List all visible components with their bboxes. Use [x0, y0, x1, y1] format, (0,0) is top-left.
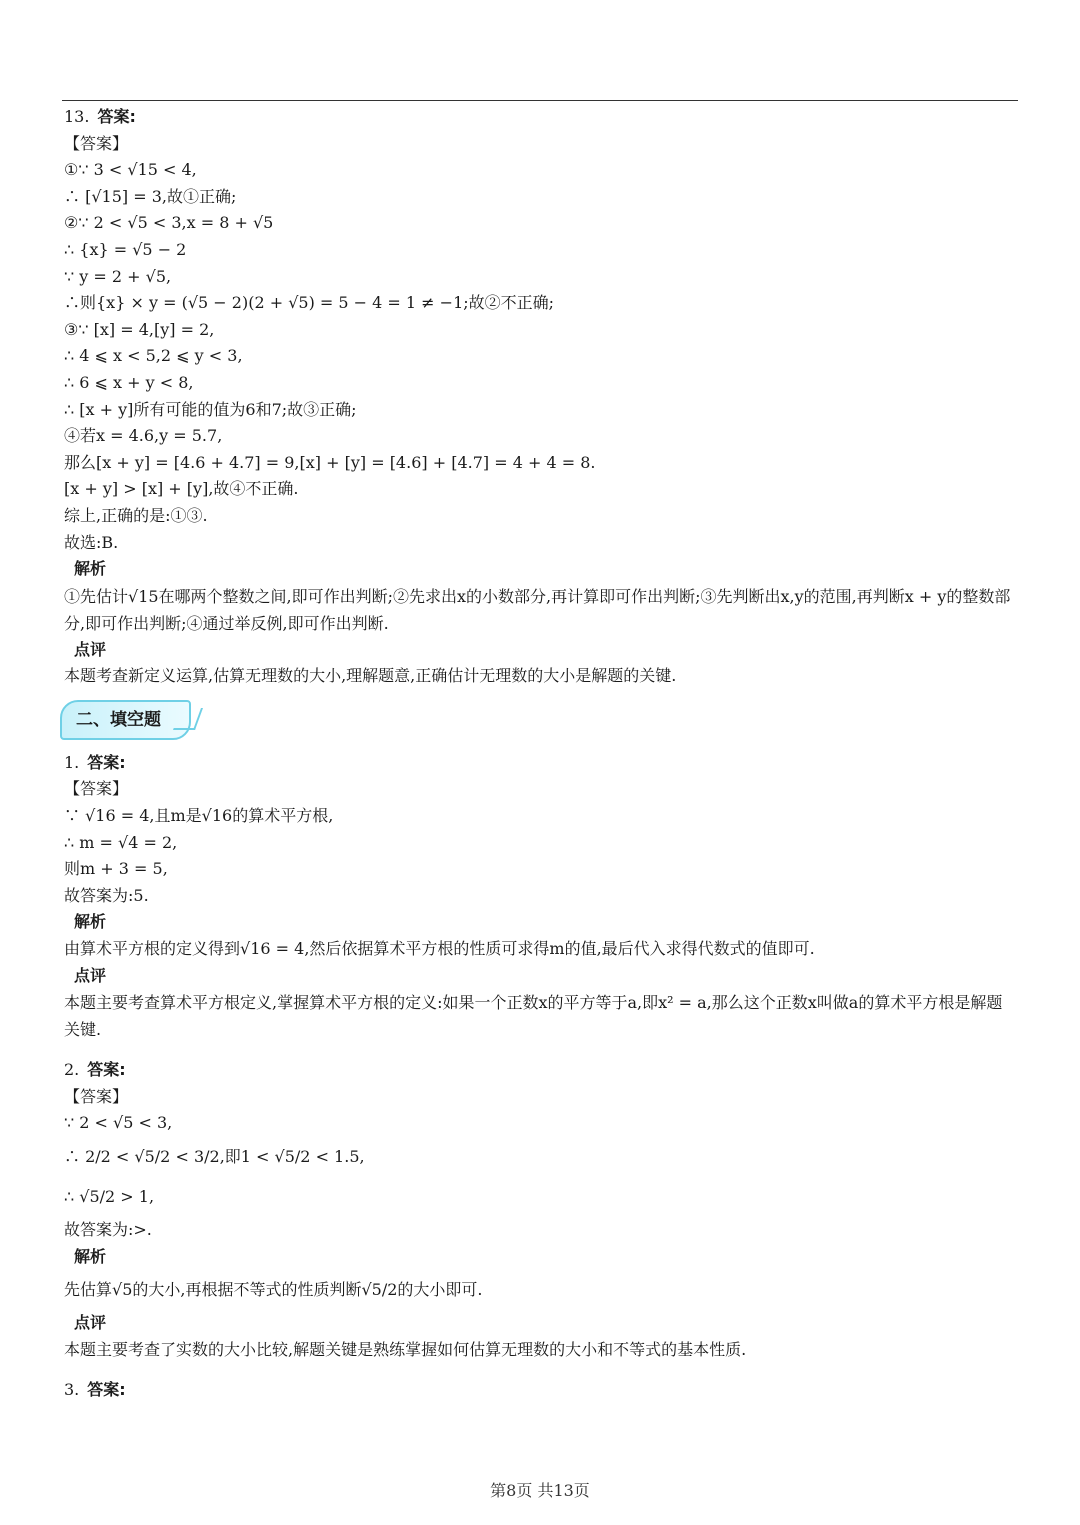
- q13-line: ②∵ 2 < √5 < 3,x = 8 + √5: [64, 213, 274, 233]
- q13-analysis: ①先估计√15在哪两个整数之间,即可作出判断;②先求出x的小数部分,再计算即可作出判断;③先判断出x,y的范围,再判断x + y的整数部分,即可作出判断;④通过举反例,即可作出判断.: [64, 586, 1011, 633]
- f2-comment-label: 点评: [74, 1313, 107, 1333]
- q13-comment-label: 点评: [74, 639, 107, 659]
- f2-line: ∴ 2/2 < √5/2 < 3/2,即1 < √5/2 < 1.5,: [64, 1147, 365, 1166]
- q13-analysis-label: 解析: [74, 559, 107, 579]
- q13-line: ∴ [x + y]所有可能的值为6和7;故③正确;: [64, 399, 357, 419]
- q13-line: ∴ [√15] = 3,故①正确;: [64, 186, 237, 206]
- q13-line: 综上,正确的是:①③.: [64, 505, 208, 525]
- f1-answer-tag: 【答案】: [64, 779, 129, 799]
- q13-answer-tag: 【答案】: [64, 133, 129, 153]
- f1-line: ∴ m = √4 = 2,: [64, 832, 178, 852]
- header-rule: [62, 100, 1018, 101]
- f2-heading: 2. 答案:: [64, 1060, 126, 1080]
- f1-analysis: 由算术平方根的定义得到√16 = 4,然后依据算术平方根的性质可求得m的值,最后代入求得代数式的值即可.: [64, 939, 815, 959]
- f1-line: ∵ √16 = 4,且m是√16的算术平方根,: [64, 806, 334, 826]
- f2-line: ∵ 2 < √5 < 3,: [64, 1113, 173, 1133]
- q13-line: [x + y] > [x] + [y],故④不正确.: [64, 479, 299, 499]
- page-footer: 第8页 共13页: [490, 1481, 590, 1500]
- q13-line: 那么[x + y] = [4.6 + 4.7] = 9,[x] + [y] = [4.6] + [4.7] = 4 + 4 = 8.: [64, 452, 596, 472]
- q13-line: ∵ y = 2 + √5,: [64, 266, 172, 286]
- q13-comment: 本题考查新定义运算,估算无理数的大小,理解题意,正确估计无理数的大小是解题的关键.: [64, 666, 677, 686]
- q13-heading: 13. 答案:: [64, 107, 136, 126]
- f1-comment-label: 点评: [74, 965, 107, 985]
- f2-analysis: 先估算√5的大小,再根据不等式的性质判断√5/2的大小即可.: [64, 1280, 483, 1300]
- q13-line: ④若x = 4.6,y = 5.7,: [64, 426, 223, 446]
- q13-line: ∴ 4 ⩽ x < 5,2 ⩽ y < 3,: [64, 346, 243, 366]
- q13-line: ∴则{x} × y = (√5 − 2)(2 + √5) = 5 − 4 = 1 ≠ −1;故②不正确;: [64, 293, 555, 313]
- f1-heading: 1. 答案:: [64, 752, 126, 772]
- f1-line: 则m + 3 = 5,: [64, 859, 168, 879]
- answer-sheet: [64, 104, 1014, 1404]
- f1-line: 故答案为:5.: [64, 885, 149, 905]
- f2-comment: 本题主要考查了实数的大小比较,解题关键是熟练掌握如何估算无理数的大小和不等式的基本性质.: [64, 1339, 747, 1359]
- q13-line: ∴ 6 ⩽ x + y < 8,: [64, 372, 194, 392]
- q13-line: ①∵ 3 < √15 < 4,: [64, 160, 197, 180]
- f2-line: ∴ √5/2 > 1,: [64, 1187, 155, 1206]
- f2-analysis-label: 解析: [74, 1246, 107, 1266]
- f3-heading: 3. 答案:: [64, 1380, 126, 1400]
- section-title-badge: 二、填空题: [60, 700, 191, 740]
- f1-comment: 本题主要考查算术平方根定义,掌握算术平方根的定义:如果一个正数x的平方等于a,即x² = a,那么这个正数x叫做a的算术平方根是解题关键.: [64, 993, 1003, 1040]
- q13-line: ③∵ [x] = 4,[y] = 2,: [64, 319, 215, 339]
- f2-answer-tag: 【答案】: [64, 1086, 129, 1106]
- q13-line: 故选:B.: [64, 532, 119, 552]
- f1-analysis-label: 解析: [74, 912, 107, 932]
- f2-line: 故答案为:>.: [64, 1220, 152, 1239]
- q13-line: ∴ {x} = √5 − 2: [64, 239, 187, 259]
